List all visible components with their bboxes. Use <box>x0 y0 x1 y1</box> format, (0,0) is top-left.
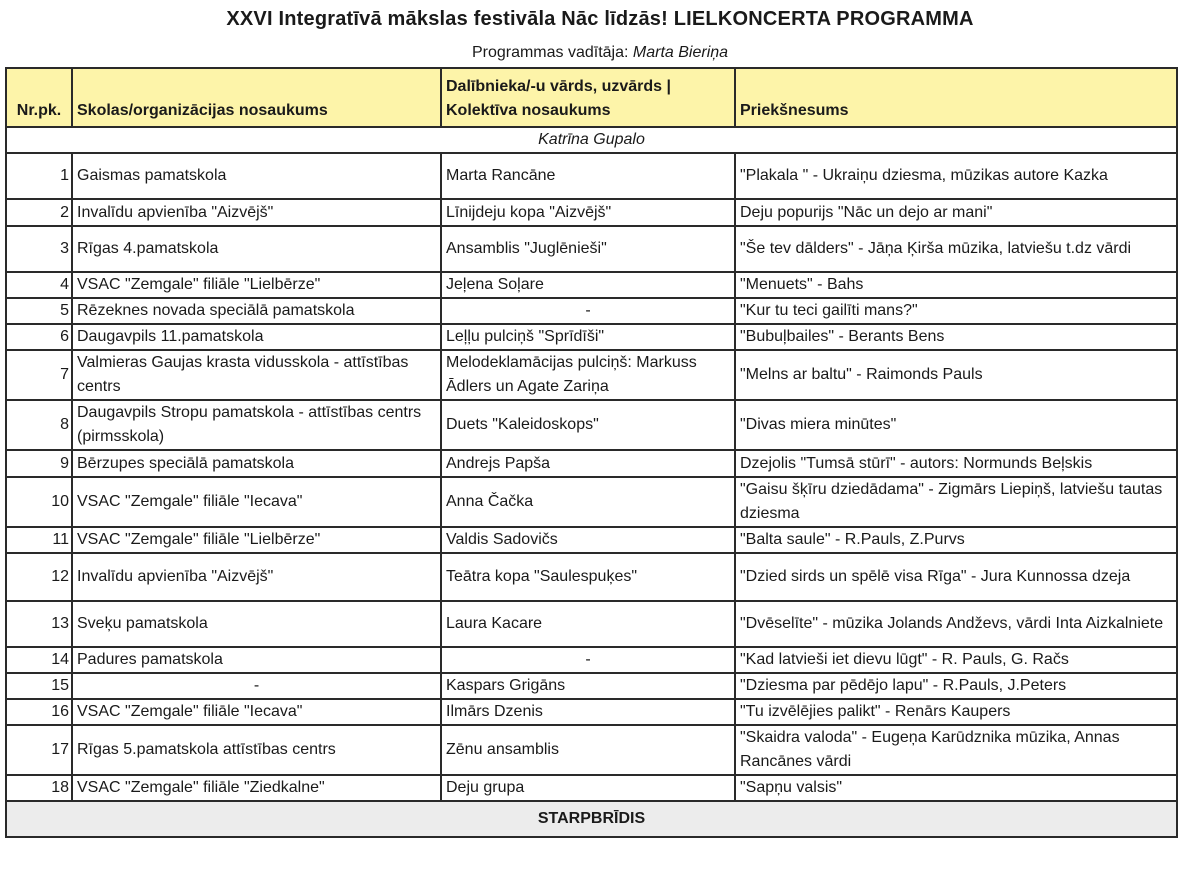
row-number: 9 <box>6 450 72 477</box>
host-label: Programmas vadītāja: <box>471 44 629 61</box>
program-table <box>5 67 1178 838</box>
row-performance: "Plakala " - Ukraiņu dziesma, mūzikas autore Kazka <box>735 153 1177 199</box>
row-organization: - <box>72 673 441 699</box>
table-row <box>6 153 1177 199</box>
row-participant: Kaspars Grigāns <box>441 673 735 699</box>
row-number: 5 <box>6 298 72 324</box>
row-performance: "Melns ar baltu" - Raimonds Pauls <box>735 350 1177 400</box>
table-row <box>6 527 1177 553</box>
header-participant: Dalībnieka/-u vārds, uzvārds | Kolektīva nosaukums <box>441 68 735 127</box>
header-row <box>6 68 1177 127</box>
row-number: 17 <box>6 725 72 775</box>
row-organization: VSAC "Zemgale" filiāle "Ziedkalne" <box>72 775 441 801</box>
section-host: Katrīna Gupalo <box>6 127 1177 153</box>
header-performance: Priekšnesums <box>735 68 1177 127</box>
row-organization: Rīgas 4.pamatskola <box>72 226 441 272</box>
row-participant: Ansamblis "Juglēnieši" <box>441 226 735 272</box>
row-participant: Deju grupa <box>441 775 735 801</box>
table-row <box>6 553 1177 601</box>
header-nr: Nr.pk. <box>6 68 72 127</box>
row-performance: "Dvēselīte" - mūzika Jolands Andževs, vārdi Inta Aizkalniete <box>735 601 1177 647</box>
row-performance: "Divas miera minūtes" <box>735 400 1177 450</box>
break-row <box>6 801 1177 837</box>
document-title: XXVI Integratīvā mākslas festivāla Nāc līdzās! LIELKONCERTA PROGRAMMA <box>226 8 974 30</box>
row-participant: Zēnu ansamblis <box>441 725 735 775</box>
row-participant: Duets "Kaleidoskops" <box>441 400 735 450</box>
row-participant: Anna Čačka <box>441 477 735 527</box>
row-number: 11 <box>6 527 72 553</box>
row-organization: Valmieras Gaujas krasta vidusskola - attīstības centrs <box>72 350 441 400</box>
row-performance: "Dziesma par pēdējo lapu" - R.Pauls, J.Peters <box>735 673 1177 699</box>
row-organization: Rēzeknes novada speciālā pamatskola <box>72 298 441 324</box>
row-number: 12 <box>6 553 72 601</box>
row-participant: Līnijdeju kopa "Aizvējš" <box>441 199 735 226</box>
row-participant: - <box>441 647 735 673</box>
row-participant: Valdis Sadovičs <box>441 527 735 553</box>
row-number: 3 <box>6 226 72 272</box>
row-performance: "Gaisu šķīru dziedādama" - Zigmārs Liepiņš, latviešu tautas dziesma <box>735 477 1177 527</box>
row-participant: Andrejs Papša <box>441 450 735 477</box>
table-row <box>6 647 1177 673</box>
row-performance: "Dzied sirds un spēlē visa Rīga" - Jura Kunnossa dzeja <box>735 553 1177 601</box>
row-number: 15 <box>6 673 72 699</box>
row-number: 7 <box>6 350 72 400</box>
row-participant: Melodeklamācijas pulciņš: Markuss Ādlers un Agate Zariņa <box>441 350 735 400</box>
row-number: 10 <box>6 477 72 527</box>
row-participant: Ilmārs Dzenis <box>441 699 735 725</box>
row-organization: Bērzupes speciālā pamatskola <box>72 450 441 477</box>
row-participant: Laura Kacare <box>441 601 735 647</box>
row-participant: Teātra kopa "Saulespuķes" <box>441 553 735 601</box>
table-row <box>6 298 1177 324</box>
row-organization: VSAC "Zemgale" filiāle "Lielbērze" <box>72 527 441 553</box>
host-line <box>0 44 1200 62</box>
table-row <box>6 350 1177 400</box>
header-org: Skolas/organizācijas nosaukums <box>72 68 441 127</box>
row-organization: Daugavpils 11.pamatskola <box>72 324 441 350</box>
row-participant: Jeļena Soļare <box>441 272 735 298</box>
row-performance: "Tu izvēlējies palikt" - Renārs Kaupers <box>735 699 1177 725</box>
break-label: STARPBRĪDIS <box>6 801 1177 837</box>
row-performance: "Skaidra valoda" - Eugeņa Karūdznika mūzika, Annas Rancānes vārdi <box>735 725 1177 775</box>
row-organization: Sveķu pamatskola <box>72 601 441 647</box>
row-organization: Daugavpils Stropu pamatskola - attīstības centrs (pirmsskola) <box>72 400 441 450</box>
row-organization: VSAC "Zemgale" filiāle "Iecava" <box>72 477 441 527</box>
row-number: 4 <box>6 272 72 298</box>
host-name: Marta Bieriņa <box>632 44 729 61</box>
row-organization: Gaismas pamatskola <box>72 153 441 199</box>
row-organization: Padures pamatskola <box>72 647 441 673</box>
row-performance: "Menuets" - Bahs <box>735 272 1177 298</box>
row-participant: - <box>441 298 735 324</box>
row-organization: Rīgas 5.pamatskola attīstības centrs <box>72 725 441 775</box>
section-host-row <box>6 127 1177 153</box>
row-organization: Invalīdu apvienība "Aizvējš" <box>72 199 441 226</box>
table-row <box>6 450 1177 477</box>
table-row <box>6 699 1177 725</box>
row-performance: "Še tev dālders" - Jāņa Ķirša mūzika, latviešu t.dz vārdi <box>735 226 1177 272</box>
row-number: 1 <box>6 153 72 199</box>
table-row <box>6 226 1177 272</box>
row-organization: VSAC "Zemgale" filiāle "Lielbērze" <box>72 272 441 298</box>
table-row <box>6 400 1177 450</box>
row-performance: Deju popurijs "Nāc un dejo ar mani" <box>735 199 1177 226</box>
row-participant: Marta Rancāne <box>441 153 735 199</box>
table-row <box>6 775 1177 801</box>
row-performance: "Kad latvieši iet dievu lūgt" - R. Pauls, G. Račs <box>735 647 1177 673</box>
row-participant: Leļļu pulciņš "Sprīdīši" <box>441 324 735 350</box>
table-row <box>6 601 1177 647</box>
row-organization: Invalīdu apvienība "Aizvējš" <box>72 553 441 601</box>
table-row <box>6 199 1177 226</box>
row-number: 14 <box>6 647 72 673</box>
row-number: 16 <box>6 699 72 725</box>
table-row <box>6 725 1177 775</box>
row-number: 2 <box>6 199 72 226</box>
row-performance: Dzejolis "Tumsā stūrī" - autors: Normunds Beļskis <box>735 450 1177 477</box>
table-row <box>6 324 1177 350</box>
row-organization: VSAC "Zemgale" filiāle "Iecava" <box>72 699 441 725</box>
row-performance: "Balta saule" - R.Pauls, Z.Purvs <box>735 527 1177 553</box>
row-number: 18 <box>6 775 72 801</box>
row-performance: "Sapņu valsis" <box>735 775 1177 801</box>
row-number: 13 <box>6 601 72 647</box>
row-performance: "Bubuļbailes" - Berants Bens <box>735 324 1177 350</box>
row-number: 6 <box>6 324 72 350</box>
table-row <box>6 477 1177 527</box>
program-sheet <box>5 67 1176 838</box>
table-row <box>6 272 1177 298</box>
row-performance: "Kur tu teci gailīti mans?" <box>735 298 1177 324</box>
row-number: 8 <box>6 400 72 450</box>
table-row <box>6 673 1177 699</box>
